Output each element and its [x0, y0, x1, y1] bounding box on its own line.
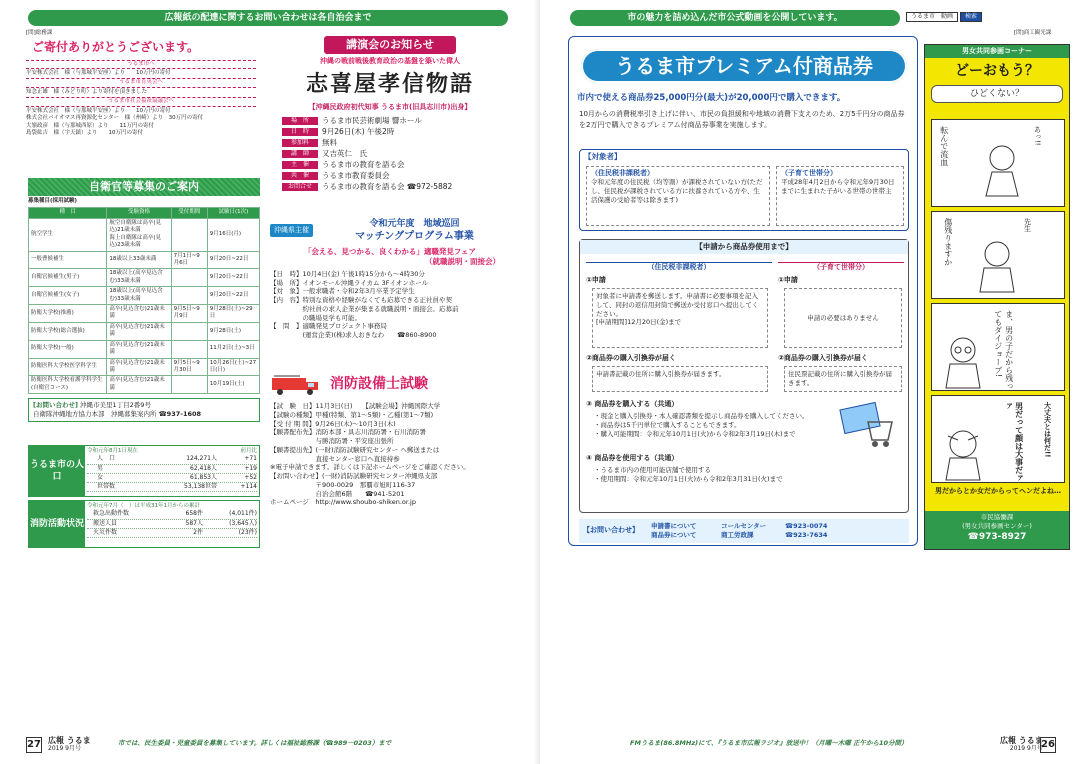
lecture-subtitle: 沖縄の戦前戦後教育政治の基盤を築いた偉人	[320, 57, 460, 65]
sdf-header: 種 目	[29, 208, 107, 218]
population-cell: +114	[240, 482, 257, 490]
population-row	[87, 483, 257, 492]
lecture-item	[282, 116, 510, 126]
lecture-name: 志喜屋孝信物語	[305, 71, 474, 98]
matching-title2: マッチングプログラム事業	[355, 231, 474, 243]
matching-line: 【日 時】10月4日(金) 午後1時15分から～4時30分	[270, 269, 425, 278]
sdf-header: 受付期間	[171, 208, 207, 218]
population-row	[87, 455, 257, 464]
flow-step1: ①申請	[586, 276, 606, 284]
donation-category: うるま市育英会へ	[26, 78, 256, 87]
coupon-illustration-icon	[838, 400, 898, 450]
target-child-box	[776, 166, 904, 226]
matching-fair: 「会える、見つかる、良くわかる」適職発見フェア	[303, 246, 477, 256]
lecture-item-key: 日 時	[282, 128, 318, 136]
lecture-item-value: 又吉英仁 氏	[322, 148, 367, 158]
lecture-item-key: 共 催	[282, 172, 318, 180]
flow-box	[579, 239, 909, 513]
lecture-item-value: 無料	[322, 137, 337, 147]
manga-dept: 市民協働課	[980, 513, 1014, 521]
donation-category: うるま市へ	[26, 60, 256, 69]
sdf-table-cell	[171, 269, 207, 287]
sdf-table-cell: 18歳以上33歳未満	[107, 251, 171, 269]
target-nontax-title: （住民税非課税者）	[591, 169, 654, 177]
population-cell: 53,138世帯	[184, 482, 217, 490]
sdf-header: 受験資格	[107, 208, 171, 218]
lecture-item-value: うるま市の教育を語る会	[322, 160, 405, 170]
lecture-item	[282, 182, 510, 192]
fire-activity-cell: 2件	[193, 528, 203, 536]
exam-line: ホームページ http://www.shoubo-shiken.or.jp	[270, 498, 416, 507]
coupon-contact-cell: ☎923-7634	[785, 531, 828, 539]
right-page-number: 26	[1040, 737, 1056, 753]
donation-row: 島袋紘吉 様（宇天鎮）より 10万円の寄付	[26, 129, 144, 136]
manga-panel-4	[931, 395, 1065, 483]
coupon-contact	[579, 519, 909, 543]
exam-line: 〒900-0029 那覇市旭町116-37	[270, 480, 416, 489]
sdf-table-cell: 9月20日~22日	[207, 251, 259, 269]
sdf-table-row	[29, 340, 260, 358]
target-box	[579, 149, 909, 231]
flow-step4-line: ・うるま市内の使用可能店舗で使用する	[594, 466, 711, 474]
population-date: 令和元年8月1日現在	[87, 448, 138, 454]
sdf-table	[28, 207, 260, 394]
manga-panel-4-text: 大丈夫とは何だ!!	[1043, 402, 1052, 458]
fire-activity-cell: 火災件数	[93, 528, 118, 536]
donation-row: 平安株式会社 様（与那城平安座）より 10万円の寄付	[26, 70, 171, 77]
coupon-contact-cell: コールセンター	[721, 522, 767, 531]
flow-step4: ④ 商品券を使用する（共通）	[586, 454, 679, 462]
right-footer-date: 2019 9月号	[1009, 744, 1043, 752]
matching-line: 【内 容】特別な資格や経験がなくても応募できる正社員や契	[270, 296, 452, 305]
fire-activity-row	[87, 529, 257, 538]
flow-col-nontax: （住民税非課税者）	[586, 262, 772, 272]
sdf-table-cell: 航空自衛隊は高卒(見込)21歳未満 海上自衛隊は高卒(見込)23歳未満	[107, 218, 171, 251]
flow-step3-line: ・購入可能期間：令和元年10月1日(火)から令和2年3月19日(木)まで	[594, 429, 796, 438]
flow-step3-line: ・現金と購入引換券・本人確認書類を提示し商品券を購入してください。	[594, 412, 809, 420]
sdf-table-row	[29, 218, 260, 251]
fire-activity-row	[87, 510, 257, 519]
manga-panel-3	[931, 303, 1065, 391]
flow-title: 【申請から商品券使用まで】	[580, 240, 908, 254]
coupon-contact-cell: 申請書について	[651, 522, 697, 531]
sdf-table-row	[29, 358, 260, 376]
coupon-contact-cell: 商品券について	[651, 531, 697, 539]
donation-section	[26, 30, 256, 137]
coupon-panel	[568, 36, 918, 546]
lecture-title: 講演会のお知らせ	[324, 36, 456, 54]
lecture-item	[282, 171, 510, 181]
right-footer-brand: 広報 うるま	[1000, 736, 1043, 745]
fire-truck-icon	[270, 372, 322, 396]
donation-row: 知念正雄 様（みどり町）より寄付を頂きました	[26, 88, 148, 95]
donation-tag: [問]総務課	[26, 30, 53, 36]
sdf-table-cell	[171, 218, 207, 251]
fire-activity-cell: 搬送人員	[93, 519, 118, 527]
sdf-contact	[28, 398, 260, 422]
exam-section	[270, 372, 510, 552]
sdf-table-row	[29, 287, 260, 305]
flow-step2-right: ②商品券の購入引換券が届く	[778, 354, 868, 362]
exam-line: ※電子申請できます。詳しくは下記ホームページをご確認ください。	[270, 463, 470, 472]
target-label: 【対象者】	[584, 152, 622, 161]
population-cell: +71	[244, 455, 257, 463]
sdf-table-row	[29, 322, 260, 340]
sdf-table-cell	[171, 376, 207, 394]
matching-tag: 沖縄県主催	[270, 224, 313, 237]
sdf-table-cell: 18歳以上(高卒見込含む)33歳未満	[107, 287, 171, 305]
population-prev-label: 前月比	[240, 448, 257, 454]
population-cell: +19	[244, 464, 257, 472]
fire-activity-row	[87, 520, 257, 529]
sdf-table-row	[29, 376, 260, 394]
lecture-section	[270, 30, 510, 208]
sdf-table-cell: 防衛大学校(推薦)	[29, 305, 107, 323]
sdf-table-cell: 防衛医科大学校看護学科学生(自衛官コース)	[29, 376, 107, 394]
matching-line: 約社員の求人企業が集まる就職説明・面接会。応募前	[270, 304, 459, 313]
lecture-item-key: 場 所	[282, 117, 318, 125]
left-footer-date: 2019 9月号	[48, 744, 81, 752]
population-cell: 62,418人	[190, 464, 217, 472]
exam-line: 【試験の種類】甲種(特類、第1～5類)・乙種(第1～7類)	[270, 410, 434, 419]
population-box	[28, 445, 260, 497]
matching-section	[270, 218, 510, 368]
sdf-table-cell: 一般曹候補生	[29, 251, 107, 269]
exam-line: 【お問い合わせ】(一財)消防試験研究センター沖縄県支部	[270, 472, 438, 481]
manga-panel1-title: ひどくない？	[931, 85, 1063, 103]
exam-line: 直接センター窓口へ直接持参	[270, 454, 400, 463]
left-footer-brand-box	[48, 737, 91, 752]
lecture-item-value: うるま市の教育を語る会 ☎972-5882	[322, 182, 453, 192]
left-page-number: 27	[26, 737, 42, 753]
fire-activity-box	[28, 500, 260, 548]
sdf-table-cell: 高卒(見込含む)21歳未満	[107, 322, 171, 340]
matching-line: 【場 所】イオンモール沖縄ライカム 3Fイオンホール	[270, 278, 429, 287]
manga-panel-3-text: ま、男の子だから残ってもダイジョーブ!	[993, 310, 1014, 390]
lecture-item	[282, 149, 510, 159]
flow-step1-child: 申請の必要はありません	[784, 288, 902, 348]
matching-line: の職場見学も可能。	[270, 313, 361, 322]
manga-panel-4-text: 男だって顔は大事だァァ	[1003, 402, 1024, 482]
manga-title: どーおもう？	[955, 63, 1039, 80]
sdf-table-cell: 10月19日(土)	[207, 376, 259, 394]
sdf-table-row	[29, 305, 260, 323]
lecture-item	[282, 127, 510, 137]
flow-step1-right: ①申請	[778, 276, 798, 284]
sdf-table-cell: 航空学生	[29, 218, 107, 251]
angry-child-icon	[938, 426, 988, 482]
flow-col-child: （子育て世帯分）	[778, 262, 904, 272]
fire-activity-cell: 救急出動件数	[93, 510, 130, 518]
doctor-figure-icon	[938, 334, 988, 390]
sdf-table-cell	[171, 340, 207, 358]
manga-caption: 男だからとか女だからってヘンだよね…	[935, 487, 1061, 495]
right-footer-brand-box	[1000, 737, 1043, 752]
population-row	[87, 474, 257, 483]
sdf-table-cell	[171, 322, 207, 340]
sdf-table-cell: 防衛大学校(一般)	[29, 340, 107, 358]
manga-corner: 男女共同参画コーナー	[925, 45, 1069, 58]
sdf-table-cell: 18歳以上(高卒見込含む)33歳未満	[107, 269, 171, 287]
lecture-item-key: 参加料	[282, 139, 318, 147]
population-row	[87, 465, 257, 474]
sdf-table-cell: 9月5日~9月9日	[171, 305, 207, 323]
manga-panel-2	[931, 211, 1065, 299]
search-chip-query: うるま市 動画	[906, 12, 958, 22]
lecture-item-key: 講 師	[282, 150, 318, 158]
exam-line: 【試 験 日】11月3日(日) 【試験会場】沖縄国際大学	[270, 402, 441, 410]
lecture-item-value: うるま市教育委員会	[322, 171, 390, 181]
sdf-table-cell: 高卒(見込含む)21歳未満	[107, 305, 171, 323]
sdf-table-cell: 9月5日~9月30日	[171, 358, 207, 376]
search-chip	[906, 12, 982, 22]
right-footer-text: FMうるま(86.8MHz)にて、『うるま市広報ラジオ』放送中！（月曜～木曜 正午から10分間）	[630, 739, 908, 747]
flow-step1-nontax: 対象者に申請書を郵送します。申請書に必要事項を記入して、同封の返信用封筒で郵送か受付窓口へ提出してください。 [申請期間]12月20日(金)まで	[592, 288, 768, 348]
sdf-contact-label: [お問い合わせ]	[33, 401, 78, 410]
donation-row: 大嶺政彦 様（与那城西原）より 11万円の寄付	[26, 122, 155, 129]
lecture-item-value: 9月26日(木) 午後2時	[322, 126, 395, 136]
donation-row: 平安株式会社 様（与那城平安座）より 10万円の寄付	[26, 107, 171, 114]
sdf-subtitle: 募集種目(採用試験)	[28, 198, 78, 204]
exam-line: 【願書配布先】消防本部・具志川消防署・石川消防署	[270, 428, 426, 437]
target-nontax-text: 令和元年度の住民税（均等割）が課税されていない方(ただし、住民税が課税されている方に扶養されている方や、生活保護の受給者等は除きます)	[591, 178, 763, 204]
right-banner: 市の魅力を詰め込んだ市公式動画を公開しています。	[570, 10, 900, 26]
population-cell: 人 口	[97, 455, 116, 463]
flow-step3: ③ 商品券を購入する（共通）	[586, 400, 679, 408]
sdf-table-cell: 9月28日(土)~29日	[207, 305, 259, 323]
matching-fair-sub: （就職説明・面接会）	[425, 256, 500, 266]
matching-line: 【対 象】一般求職者・令和2年3月卒業予定学生	[270, 287, 415, 296]
left-footer-brand: 広報 うるま	[48, 736, 91, 745]
sdf-contact-tel: ☎937-1608	[158, 410, 202, 419]
donation-row: 株式会社バイオマス再資源化センター 様（州崎）より 30万円の寄付	[26, 115, 204, 122]
sdf-table-cell: 11月2日(土)~3日	[207, 340, 259, 358]
sdf-header: 試験日(1次)	[207, 208, 259, 218]
manga-panel-2-text: 傷残りますか	[943, 218, 953, 266]
search-chip-button: 検索	[960, 12, 982, 22]
manga-panel-1	[931, 119, 1065, 207]
target-nontax-box	[586, 166, 770, 226]
coupon-title: うるま市プレミアム付商品券	[581, 49, 907, 83]
sdf-contact-office: 自衛隊沖縄地方協力本部 沖縄募集案内所	[33, 410, 157, 419]
sdf-title: 自衛官等募集のご案内	[28, 178, 260, 196]
coupon-contact-row	[651, 522, 845, 531]
fire-activity-period: 令和元年7月（ ）は平成31年1月からの累計	[87, 503, 200, 509]
exam-line: 【受 付 期 間】9月26日(木)～10月3日(木)	[270, 419, 396, 428]
matching-title1: 令和元年度 地域巡回	[369, 219, 460, 229]
sdf-table-cell: 9月20日~22日	[207, 287, 259, 305]
coupon-subtitle: 市内で使える商品券25,000円分(最大)が20,000円で購入できます。	[577, 93, 846, 103]
flow-step2-child: 住民票記載の住所に購入引換券が届きます。	[784, 366, 902, 392]
population-cell: +52	[244, 473, 257, 481]
flow-step3-line: ・商品券は5千円単位で購入することもできます。	[594, 420, 741, 429]
target-child-text: 平成28年4月2日から令和元年9月30日までに生まれた子がいる世帯の世帯主	[781, 178, 895, 196]
sdf-table-cell: 9月16日(月)	[207, 218, 259, 251]
sdf-table-cell	[171, 287, 207, 305]
population-cell: 女	[97, 473, 104, 481]
fire-activity-cell: (23件)	[238, 528, 257, 536]
coupon-contact-row	[651, 531, 845, 540]
sdf-contact-address: 沖縄市美里1丁目2番9号	[80, 401, 151, 410]
manga-section	[924, 44, 1070, 550]
exam-title: 消防設備士試験	[330, 375, 428, 392]
manga-dept-sub: (男女共同参画センター)	[962, 521, 1032, 530]
coupon-contact-label: 【お問い合わせ】	[583, 526, 639, 535]
exam-line: 自治会館6階 ☎941-5201	[270, 489, 405, 498]
matching-line: (運営企業)(株)求人おきなわ ☎860-8900	[270, 331, 437, 340]
lecture-item	[282, 138, 510, 148]
lecture-item-key: 主 催	[282, 161, 318, 169]
right-page	[540, 0, 1080, 764]
sdf-table-cell: 自衛官候補生(男子)	[29, 269, 107, 287]
lecture-item-value: うるま市民芸術劇場 響ホール	[322, 115, 422, 125]
population-cell: 124,271人	[186, 455, 217, 463]
sdf-table-cell: 高卒(見込含む)21歳未満	[107, 376, 171, 394]
manga-panel-1-text: あっ!!	[1033, 126, 1042, 146]
sdf-table-cell: 9月28日(土)	[207, 322, 259, 340]
exam-line: 与勝消防署・平安座出張所	[270, 437, 394, 446]
coupon-intro: 10月からの消費税率引き上げに伴い、市民の負担緩和や地域の消費下支えのため、2万5千円分の商品券を2万円で購入できるプレミアム付商品券事業を実施します。	[579, 110, 905, 129]
manga-panel-1-text: 転んで流血	[939, 126, 949, 166]
sdf-table-cell: 7月1日~9月6日	[171, 251, 207, 269]
sdf-table-row	[29, 251, 260, 269]
lecture-item	[282, 160, 510, 170]
left-banner: 広報紙の配達に関するお問い合わせは各自治会まで	[28, 10, 508, 26]
coupon-contact-cell: 商工労政課	[721, 531, 754, 539]
sdf-table-cell: 高卒(見込含む)21歳未満	[107, 358, 171, 376]
exam-line: 【願書提出先】(一財)消防試験研究センター へ郵送または	[270, 445, 440, 454]
donation-category: うるま市社会福祉協議会へ	[26, 97, 256, 106]
sdf-table-row	[29, 269, 260, 287]
population-cell: 世帯数	[97, 482, 116, 490]
sdf-table-cell: 高卒(見込含む)21歳未満	[107, 340, 171, 358]
fire-activity-cell: 658件	[185, 510, 203, 518]
right-tag: [問]商工観光課	[1014, 30, 1052, 36]
matching-line: 【 問 】適職発見プロジェクト事務局	[270, 322, 387, 331]
sdf-table-cell: 防衛医科大学校医学科学生	[29, 358, 107, 376]
flow-step2-nontax: 申請書記載の住所に購入引換券が届きます。	[592, 366, 768, 392]
manga-tel: ☎973-8927	[967, 531, 1027, 542]
parent-figure-icon	[972, 238, 1022, 294]
manga-contact	[925, 511, 1069, 549]
fire-activity-cell: 587人	[185, 519, 203, 527]
sdf-table-cell: 防衛大学校(総合選抜)	[29, 322, 107, 340]
lecture-origin: 【沖縄民政府初代知事 うるま市(旧具志川市)出身】	[308, 103, 472, 112]
sdf-table-cell: 9月20日~22日	[207, 269, 259, 287]
left-footer-text: 市では、民生委員・児童委員を募集しています。詳しくは福祉総務課（☎989－0203）まで	[118, 739, 392, 747]
sdf-table-cell: 自衛官候補生(女子)	[29, 287, 107, 305]
target-child-title: （子育て世帯分）	[781, 169, 837, 177]
coupon-contact-cell: ☎923-0074	[785, 522, 828, 531]
population-title: うるま市の人口	[29, 446, 85, 496]
population-cell: 61,853人	[190, 473, 217, 481]
child-figure-icon	[972, 140, 1032, 200]
sdf-section	[28, 178, 260, 422]
sdf-table-cell: 10月26日(土)~27日(日)	[207, 358, 259, 376]
fire-activity-cell: (3,645人)	[229, 519, 257, 527]
flow-step4-line: ・使用期間：令和元年10月1日(火)から令和2年3月31日(火)まで	[594, 474, 783, 483]
population-cell: 男	[97, 464, 104, 472]
flow-step2: ②商品券の購入引換券が届く	[586, 354, 676, 362]
fire-activity-cell: (4,011件)	[229, 510, 257, 518]
donation-title: ご寄付ありがとうございます。	[32, 40, 200, 55]
fire-activity-title: 消防活動状況	[29, 501, 85, 547]
manga-panel-2-text: 先生	[1023, 218, 1032, 232]
lecture-item-key: お問合せ	[282, 183, 318, 191]
